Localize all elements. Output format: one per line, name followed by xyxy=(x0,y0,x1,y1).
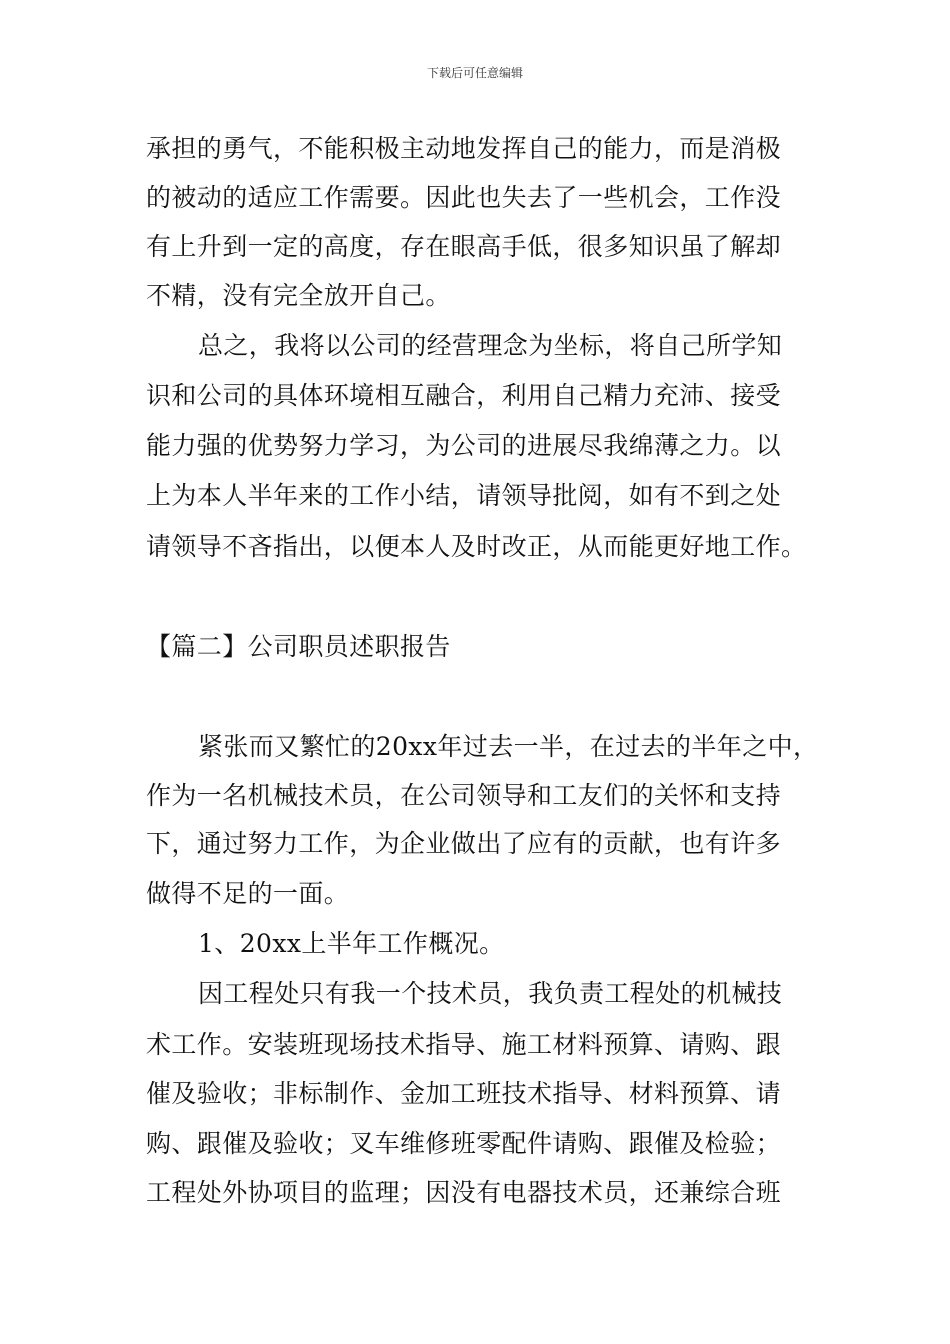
text-line: 催及验收；非标制作、金加工班技术指导、材料预算、请 xyxy=(146,1079,782,1108)
text-line: 总之，我将以公司的经营理念为坐标，将自己所学知 xyxy=(198,331,783,360)
text-line: 1、20xx上半年工作概况。 xyxy=(198,929,505,958)
page-header: 下载后可任意编辑 xyxy=(426,66,523,80)
text-line: 请领导不吝指出，以便本人及时改正，从而能更好地工作。 xyxy=(146,532,807,561)
section-heading: 【篇二】公司职员述职报告 xyxy=(146,632,451,661)
text-line: 承担的勇气，不能积极主动地发挥自己的能力，而是消极 xyxy=(146,134,782,163)
text-line: 有上升到一定的高度，存在眼高手低，很多知识虽了解却 xyxy=(146,232,782,261)
text-line: 的被动的适应工作需要。因此也失去了一些机会，工作没 xyxy=(146,183,782,212)
text-line: 工程处外协项目的监理；因没有电器技术员，还兼综合班 xyxy=(146,1178,782,1207)
text-line: 作为一名机械技术员，在公司领导和工友们的关怀和支持 xyxy=(146,781,782,810)
text-line: 做得不足的一面。 xyxy=(146,879,350,908)
text-line: 术工作。安装班现场技术指导、施工材料预算、请购、跟 xyxy=(146,1030,782,1059)
text-line: 不精，没有完全放开自己。 xyxy=(146,281,451,310)
text-line: 识和公司的具体环境相互融合，利用自己精力充沛、接受 xyxy=(146,381,782,410)
text-line: 紧张而又繁忙的20xx年过去一半，在过去的半年之中， xyxy=(198,732,819,761)
text-line: 能力强的优势努力学习，为公司的进展尽我绵薄之力。以 xyxy=(146,431,782,460)
text-line: 上为本人半年来的工作小结，请领导批阅，如有不到之处 xyxy=(146,481,782,510)
text-line: 下，通过努力工作，为企业做出了应有的贡献，也有许多 xyxy=(146,829,782,858)
text-line: 因工程处只有我一个技术员，我负责工程处的机械技 xyxy=(198,979,783,1008)
text-line: 购、跟催及验收；叉车维修班零配件请购、跟催及检验； xyxy=(146,1129,782,1158)
